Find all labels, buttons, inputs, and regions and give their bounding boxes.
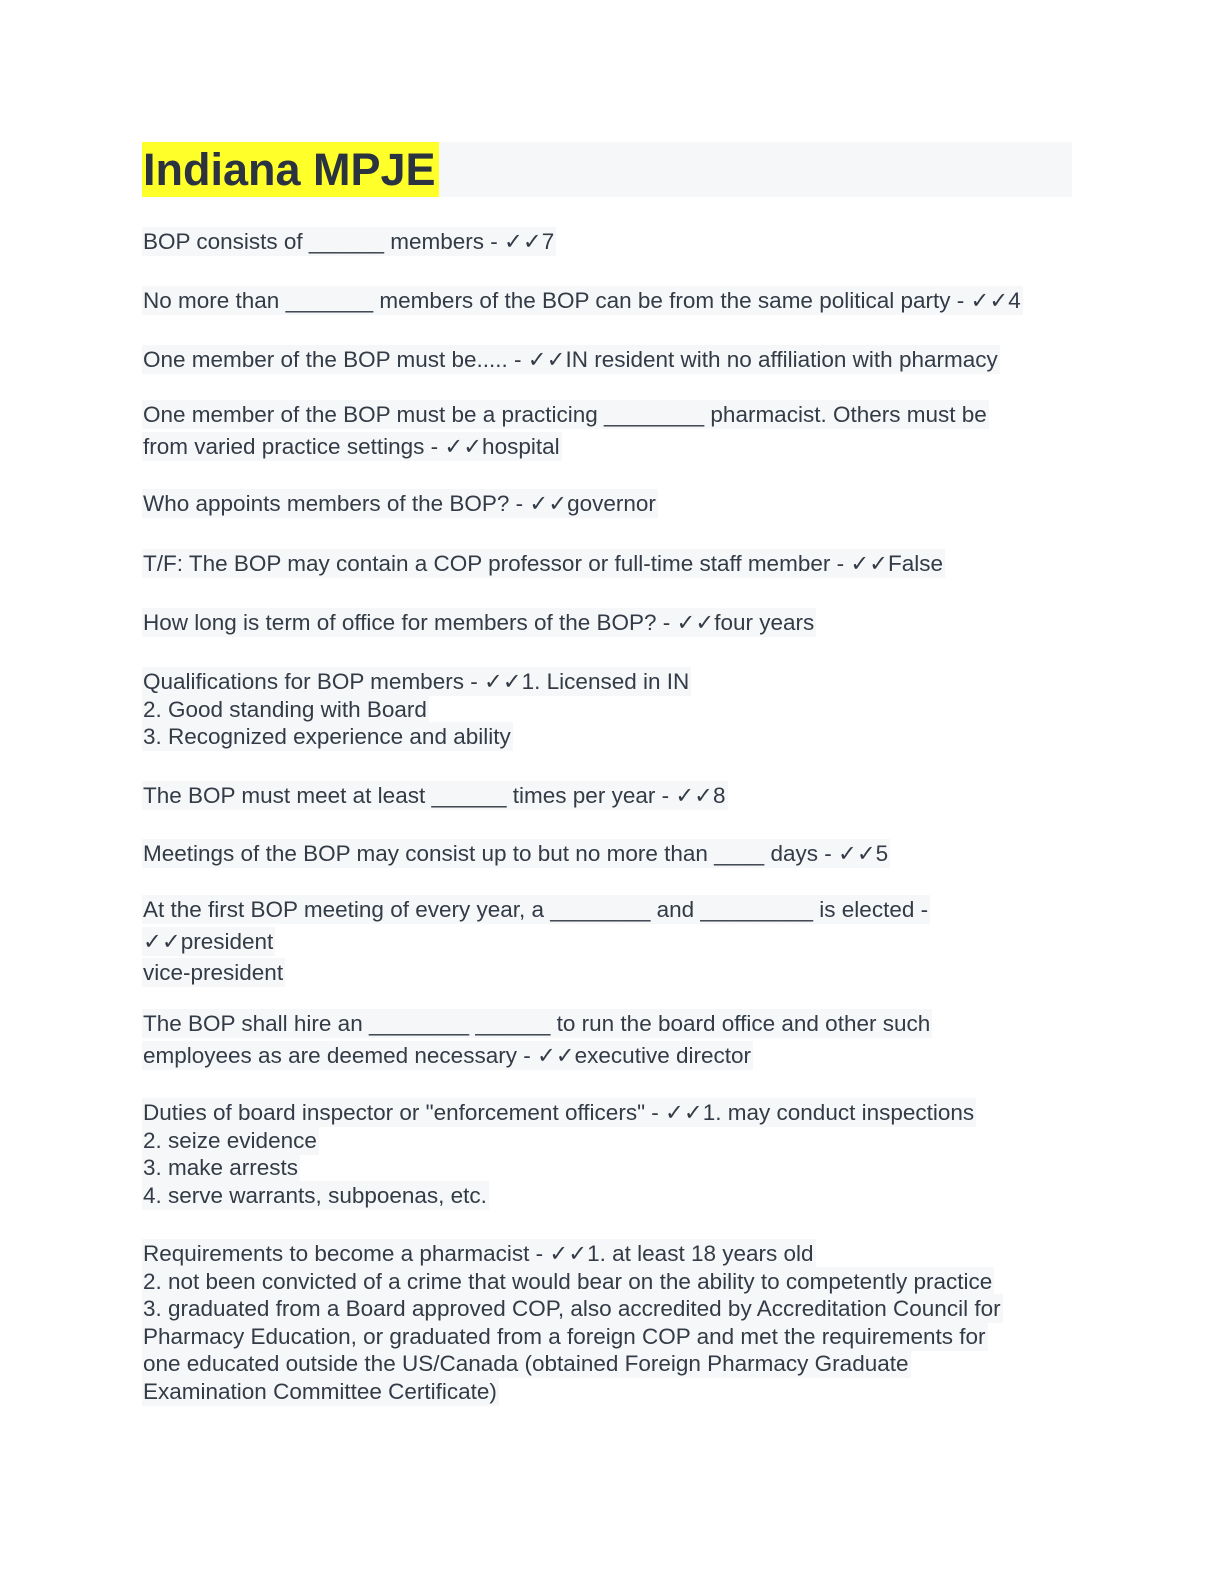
- card-line: Pharmacy Education, or graduated from a foreign COP and met the requirements for: [143, 1323, 986, 1349]
- flashcard: [142, 399, 989, 462]
- card-line: The BOP must meet at least ______ times per year - ✓✓8: [143, 783, 726, 808]
- flashcard: [142, 668, 691, 751]
- flashcard: [142, 287, 1023, 315]
- card-line: 2. not been convicted of a crime that would bear on the ability to competently practice: [143, 1268, 993, 1294]
- flashcard: [142, 894, 930, 989]
- card-line: vice-president: [143, 960, 284, 985]
- flashcard: [142, 782, 728, 810]
- flashcard: [142, 346, 1000, 374]
- card-line: Meetings of the BOP may consist up to but no more than ____ days - ✓✓5: [143, 841, 889, 866]
- document-title: Indiana MPJE: [142, 142, 439, 197]
- card-line: 2. seize evidence: [143, 1127, 317, 1153]
- card-line: from varied practice settings - ✓✓hospital: [143, 433, 560, 459]
- flashcard: [142, 840, 890, 868]
- card-line: No more than _______ members of the BOP can be from the same political party - ✓✓4: [143, 288, 1021, 313]
- card-line: How long is term of office for members of the BOP? - ✓✓four years: [143, 610, 815, 635]
- card-line: 4. serve warrants, subpoenas, etc.: [143, 1182, 487, 1208]
- card-line: ✓✓president: [143, 928, 274, 954]
- flashcard: [142, 1240, 1003, 1405]
- card-line: At the first BOP meeting of every year, a ________ and _________ is elected -: [143, 897, 929, 922]
- card-line: Qualifications for BOP members - ✓✓1. Licensed in IN: [143, 669, 690, 694]
- flashcard: [142, 550, 945, 578]
- flashcard: [142, 228, 556, 256]
- card-line: One member of the BOP must be a practicing ________ pharmacist. Others must be: [143, 402, 987, 427]
- card-line: 3. Recognized experience and ability: [143, 724, 511, 749]
- flashcard: [142, 1008, 932, 1071]
- card-line: one educated outside the US/Canada (obtained Foreign Pharmacy Graduate: [143, 1351, 909, 1376]
- card-line: One member of the BOP must be..... - ✓✓IN resident with no affiliation with pharmacy: [143, 347, 998, 372]
- card-line: T/F: The BOP may contain a COP professor or full-time staff member - ✓✓False: [143, 551, 944, 576]
- card-line: 2. Good standing with Board: [143, 696, 427, 722]
- card-line: Duties of board inspector or "enforcement officers" - ✓✓1. may conduct inspections: [143, 1100, 975, 1125]
- card-line: 3. graduated from a Board approved COP, also accredited by Accreditation Council for: [143, 1296, 1001, 1321]
- card-line: employees as are deemed necessary - ✓✓executive director: [143, 1042, 751, 1068]
- card-line: 3. make arrests: [143, 1155, 299, 1180]
- card-line: Examination Committee Certificate): [143, 1378, 497, 1404]
- card-line: BOP consists of ______ members - ✓✓7: [143, 229, 555, 254]
- flashcard: [142, 609, 816, 637]
- flashcard: [142, 490, 658, 518]
- flashcard: [142, 1099, 976, 1209]
- card-line: Requirements to become a pharmacist - ✓✓1. at least 18 years old: [143, 1241, 814, 1266]
- card-line: The BOP shall hire an ________ ______ to run the board office and other such: [143, 1011, 931, 1036]
- card-line: Who appoints members of the BOP? - ✓✓governor: [143, 491, 656, 516]
